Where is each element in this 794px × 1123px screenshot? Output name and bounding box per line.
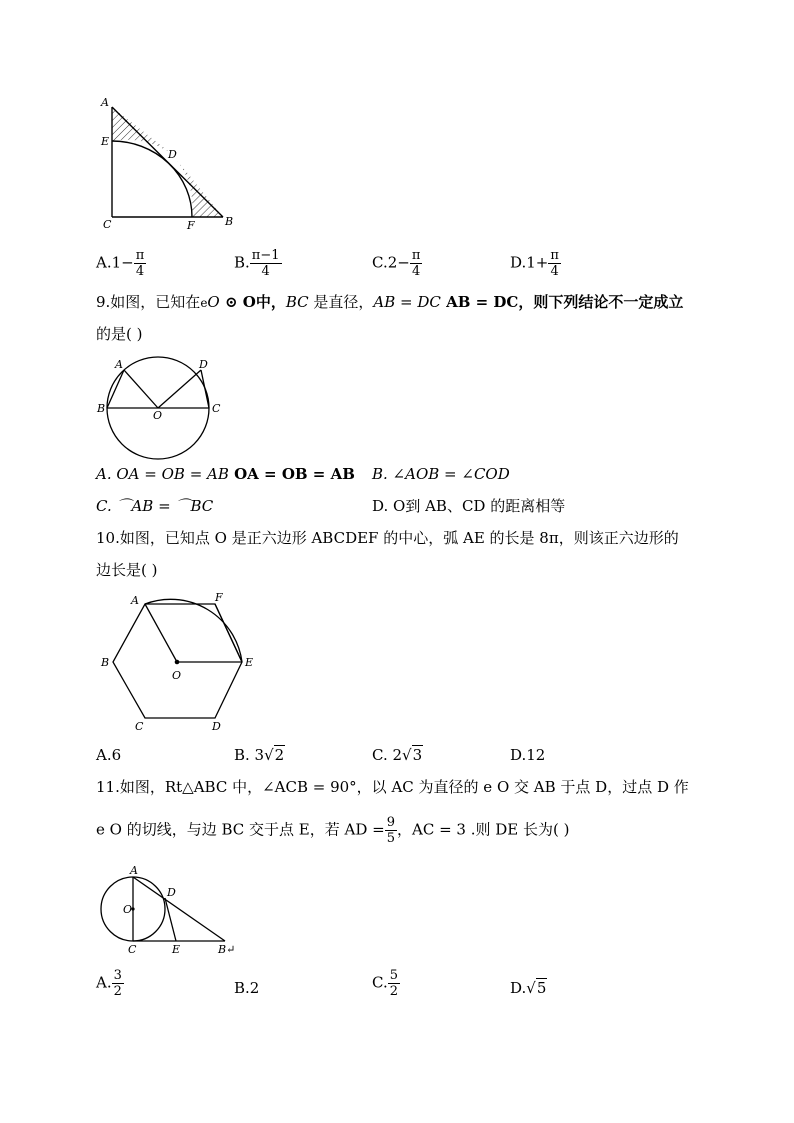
q11-option-d: D.√5 (510, 979, 547, 997)
chord-dc (201, 370, 209, 408)
q10-question-line1: 10.如图，已知点 O 是正六边形 ABCDEF 的中心，弧 AE 的长是 8π，则该正六边形的 (96, 529, 679, 547)
shaded-region-bottom (172, 154, 223, 217)
q9-figure (95, 355, 230, 460)
label-F: F (187, 219, 195, 232)
arc-ef (112, 141, 192, 217)
label-O: O (153, 409, 163, 422)
radius-od (158, 370, 201, 408)
q8-option-b: B. $\frac{\pi-1}{4}$ (234, 248, 280, 279)
q8-figure (95, 95, 245, 235)
label-C: C (212, 402, 221, 415)
q11-figure (95, 862, 240, 957)
label-E: E (101, 135, 110, 148)
label-C: C (135, 720, 144, 733)
label-O: O (172, 669, 182, 682)
q11-question-line1: 11.如图，Rt△ABC 中，∠ACB = 90°，以 AC 为直径的 e O 交 AB 于点 D，过点 D 作 (96, 778, 689, 796)
q10-option-d: D.12 (510, 746, 546, 764)
q9-option-b: B. ∠AOB = ∠COD (372, 465, 510, 483)
tangent-de (165, 898, 176, 941)
q11-option-a: A. $\frac{3}{2}$ (96, 968, 122, 999)
q9-question-line2: 的是( ) (96, 325, 143, 343)
q9-option-d: D. O到 AB、CD 的距离相等 (372, 497, 566, 515)
label-A: A (115, 358, 123, 371)
label-E: E (245, 656, 254, 669)
chord-ab (107, 370, 124, 408)
radius-oa (124, 370, 158, 408)
q10-option-a: A.6 (96, 746, 122, 764)
label-D: D (212, 720, 221, 733)
label-D: D (199, 358, 208, 371)
label-A: A (131, 594, 139, 607)
q10-figure (95, 590, 265, 735)
label-B: B (101, 656, 110, 669)
label-D: D (168, 148, 177, 161)
q11-question-line2: e O 的切线，与边 BC 交于点 E，若 AD = $\frac{9}{5}$ ，AC = 3 .则 DE 长为( ) (96, 815, 570, 846)
label-A: A (130, 864, 138, 877)
label-B: B (97, 402, 106, 415)
q8-option-c: C.2− $\frac{\pi}{4}$ (372, 248, 421, 279)
q11-option-c: C. $\frac{5}{2}$ (372, 968, 398, 999)
center-point-o (175, 660, 180, 665)
label-F: F (215, 591, 223, 604)
label-B: B↵ (218, 943, 236, 956)
q8-option-a: A.1− $\frac{\pi}{4}$ (96, 248, 145, 279)
q8-option-d: D.1+ $\frac{\pi}{4}$ (510, 248, 559, 279)
label-E: E (172, 943, 181, 956)
segment-fe (215, 604, 242, 662)
q10-option-b: B. 3√2 (234, 746, 285, 764)
label-A: A (101, 96, 109, 109)
label-D: D (167, 886, 176, 899)
q9-question-line1: 9.如图，已知在eO ⊙ O中，BC 是直径，AB = DC AB = DC，则下列结论不一定成立 (96, 293, 684, 311)
q9-option-a: A. OA = OB = AB OA = OB = AB (96, 465, 355, 483)
side-ab (133, 877, 225, 941)
segment-ao (145, 604, 177, 662)
label-C: C (128, 943, 137, 956)
label-O: O (123, 903, 133, 916)
q9-option-c: C. ⌒AB = ⌒BC (96, 497, 214, 515)
q10-option-c: C. 2√3 (372, 746, 423, 764)
label-C: C (103, 218, 112, 231)
q11-option-b: B.2 (234, 979, 260, 997)
q10-question-line2: 边长是( ) (96, 561, 158, 579)
label-B: B (225, 215, 234, 228)
